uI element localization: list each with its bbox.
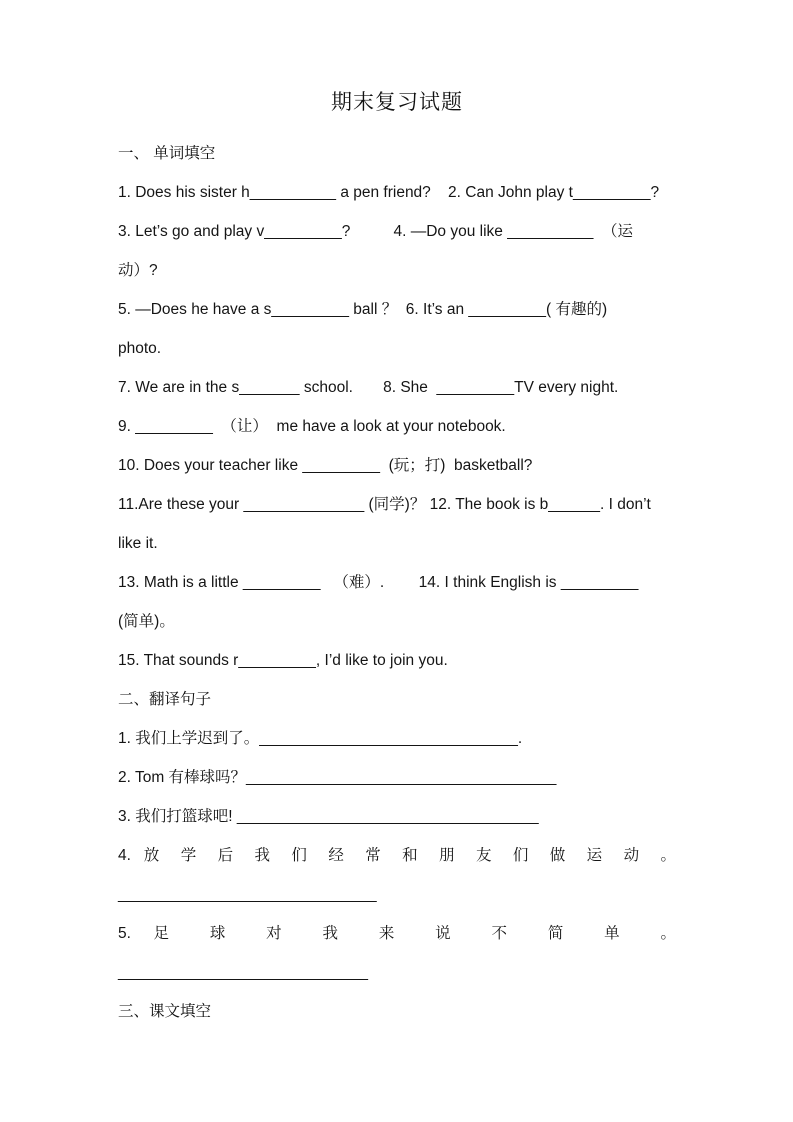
translate-q4: 4. 放 学 后 我 们 经 常 和 朋 友 们 做 运 动 。: [118, 847, 676, 864]
word-fill-q15: 15. That sounds r_________, I’d like to join you.: [118, 652, 448, 669]
translate-q5: 5. 足 球 对 我 来 说 不 简 单 。: [118, 925, 676, 942]
page-title: 期末复习试题: [331, 91, 463, 114]
word-fill-q5-q6: 5. —Does he have a s_________ ball ？ 6. It’s an _________( 有趣的): [118, 301, 608, 318]
word-fill-q14-wrap: (简单)。: [118, 613, 175, 630]
section-1-heading: 一、 单词填空: [118, 145, 216, 162]
section-3-heading: 三、课文填空: [118, 1003, 212, 1020]
translate-q5-answer-line: _____________________________: [118, 964, 368, 981]
translate-q3: 3. 我们打篮球吧! ___________________________________: [118, 808, 539, 825]
translate-q1: 1. 我们上学迟到了。______________________________.: [118, 730, 523, 747]
word-fill-q1-q2: 1. Does his sister h__________ a pen friend? 2. Can John play t_________?: [118, 184, 660, 201]
word-fill-q12-wrap: like it.: [118, 535, 158, 552]
word-fill-q3-q4: 3. Let’s go and play v_________? 4. —Do you like __________ （运: [118, 223, 634, 240]
word-fill-q11-q12: 11.Are these your ______________ (同学)？ 12. The book is b______. I don’t: [118, 496, 651, 513]
word-fill-q13-q14: 13. Math is a little _________ （难）. 14. I think English is _________: [118, 574, 639, 591]
word-fill-q10: 10. Does your teacher like _________ (玩；打) basketball?: [118, 457, 533, 474]
word-fill-q9: 9. _________ （让） me have a look at your notebook.: [118, 418, 506, 435]
translate-q2: 2. Tom 有棒球吗？____________________________________: [118, 769, 557, 786]
word-fill-q4-wrap: 动）?: [118, 262, 158, 279]
word-fill-q7-q8: 7. We are in the s_______ school. 8. She _________TV every night.: [118, 379, 619, 396]
section-2-heading: 二、翻译句子: [118, 691, 212, 708]
word-fill-q6-wrap: photo.: [118, 340, 162, 357]
translate-q4-answer-line: ______________________________: [118, 886, 377, 903]
